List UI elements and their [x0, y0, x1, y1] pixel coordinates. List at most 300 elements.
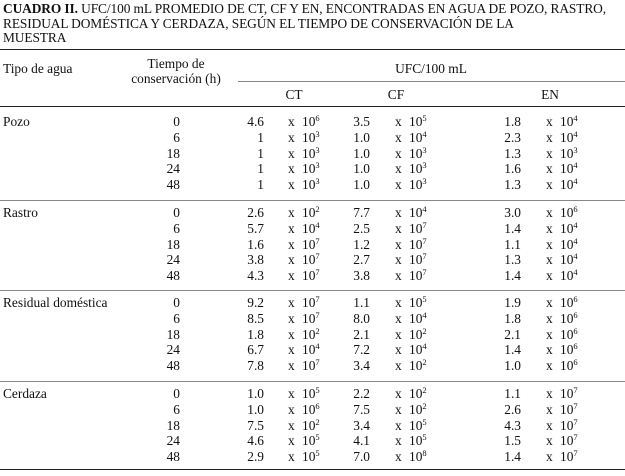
- ct-base: 10: [302, 268, 316, 284]
- cf-exponent: 3: [422, 176, 427, 187]
- en-power: [560, 206, 578, 221]
- header-ufc: UFC/100 mL: [395, 61, 467, 76]
- group-separator: [0, 200, 625, 201]
- en-exponent: 6: [573, 309, 578, 320]
- en-base: 10: [560, 449, 574, 465]
- cf-exponent: 5: [422, 294, 427, 304]
- time-value: 0: [173, 295, 180, 310]
- en-base: 10: [560, 177, 574, 193]
- caption-line-2: RESIDUAL DOMÉSTICA Y CERDAZA, SEGÚN EL TIEMPO DE CONSERVACIÓN DE LA: [3, 15, 514, 31]
- ct-exponent: 7: [315, 235, 320, 246]
- en-mantissa: 1.3: [504, 252, 521, 268]
- en-times-sign: x: [546, 177, 553, 193]
- cf-power: [409, 309, 427, 327]
- time-value: 18: [166, 326, 180, 342]
- cf-base: 10: [409, 326, 423, 342]
- ct-mantissa: 4.6: [247, 433, 264, 449]
- ct-power: [302, 309, 320, 327]
- en-base: 10: [560, 310, 574, 326]
- time-value: 48: [166, 358, 180, 374]
- cf-mantissa: 3.4: [353, 417, 370, 433]
- en-mantissa: 1.1: [504, 236, 521, 252]
- en-power: [560, 400, 578, 418]
- ct-times-sign: x: [288, 268, 295, 284]
- cf-mantissa: 1.0: [353, 161, 370, 177]
- ct-exponent: 3: [315, 128, 320, 139]
- caption-line-1: [3, 2, 621, 17]
- en-power: [560, 219, 578, 237]
- cf-mantissa: 7.5: [353, 401, 370, 417]
- ct-exponent: 2: [315, 204, 320, 214]
- cf-times-sign: x: [395, 433, 402, 449]
- en-exponent: 6: [573, 294, 578, 304]
- cf-power: [409, 359, 427, 374]
- en-times-sign: x: [546, 417, 553, 433]
- cf-exponent: 7: [422, 235, 427, 246]
- ct-exponent: 7: [315, 294, 320, 304]
- en-power: [560, 296, 578, 311]
- en-power: [560, 359, 578, 374]
- ct-mantissa: 4.6: [247, 114, 264, 129]
- cf-mantissa: 3.5: [353, 114, 370, 129]
- ct-exponent: 7: [315, 251, 320, 262]
- ct-times-sign: x: [288, 326, 295, 342]
- cf-exponent: 5: [422, 432, 427, 443]
- ufc-rule: [238, 81, 625, 82]
- time-value: 6: [173, 129, 180, 145]
- cf-power: [409, 219, 427, 237]
- cf-mantissa: 3.4: [353, 358, 370, 374]
- en-mantissa: 1.4: [504, 342, 521, 358]
- en-exponent: 4: [573, 219, 578, 230]
- en-mantissa: 1.4: [504, 449, 521, 465]
- ct-mantissa: 4.3: [247, 268, 264, 284]
- group-label: Pozo: [3, 114, 30, 129]
- en-mantissa: 1.5: [504, 433, 521, 449]
- en-times-sign: x: [546, 236, 553, 252]
- ct-base: 10: [302, 417, 316, 433]
- ct-base: 10: [302, 252, 316, 268]
- cf-mantissa: 7.0: [353, 449, 370, 465]
- cf-base: 10: [409, 177, 423, 193]
- group-label: Cerdaza: [3, 386, 47, 401]
- time-value: 0: [173, 205, 180, 220]
- cf-mantissa: 7.7: [353, 205, 370, 220]
- ct-base: 10: [302, 177, 316, 193]
- en-exponent: 7: [573, 416, 578, 427]
- en-times-sign: x: [546, 433, 553, 449]
- ct-mantissa: 2.9: [247, 449, 264, 465]
- cf-power: [409, 206, 427, 221]
- cf-times-sign: x: [395, 268, 402, 284]
- time-value: 18: [166, 236, 180, 252]
- ct-mantissa: 2.6: [247, 205, 264, 220]
- cf-mantissa: 1.1: [353, 295, 370, 310]
- ct-power: [302, 400, 320, 418]
- header-ct: CT: [285, 87, 303, 102]
- cf-times-sign: x: [395, 205, 402, 220]
- cf-exponent: 2: [422, 325, 427, 336]
- en-mantissa: 1.6: [504, 161, 521, 177]
- ct-base: 10: [302, 358, 316, 374]
- en-exponent: 7: [573, 432, 578, 443]
- cf-exponent: 3: [422, 144, 427, 155]
- ct-times-sign: x: [288, 449, 295, 465]
- time-value: 18: [166, 145, 180, 161]
- ct-base: 10: [302, 433, 316, 449]
- en-times-sign: x: [546, 161, 553, 177]
- ct-power: [302, 178, 320, 193]
- cf-exponent: 4: [422, 128, 427, 139]
- ct-mantissa: 1.6: [247, 236, 264, 252]
- ct-mantissa: 1: [257, 177, 264, 193]
- ct-exponent: 3: [315, 160, 320, 171]
- ct-times-sign: x: [288, 145, 295, 161]
- ct-base: 10: [302, 236, 316, 252]
- cf-mantissa: 2.2: [353, 386, 370, 401]
- time-value: 6: [173, 220, 180, 236]
- ct-exponent: 7: [315, 357, 320, 368]
- cf-exponent: 4: [422, 341, 427, 352]
- header-rule: [0, 106, 625, 107]
- cf-base: 10: [409, 114, 423, 129]
- ct-times-sign: x: [288, 386, 295, 401]
- cf-exponent: 8: [422, 448, 427, 459]
- cf-base: 10: [409, 145, 423, 161]
- cf-times-sign: x: [395, 358, 402, 374]
- cf-mantissa: 8.0: [353, 310, 370, 326]
- cf-times-sign: x: [395, 220, 402, 236]
- en-mantissa: 1.1: [504, 386, 521, 401]
- cf-power: [409, 269, 427, 284]
- en-exponent: 6: [573, 341, 578, 352]
- en-base: 10: [560, 129, 574, 145]
- en-times-sign: x: [546, 386, 553, 401]
- ct-times-sign: x: [288, 295, 295, 310]
- cf-power: [409, 450, 427, 465]
- en-mantissa: 1.9: [504, 295, 521, 310]
- cf-base: 10: [409, 433, 423, 449]
- ct-power: [302, 296, 320, 311]
- en-mantissa: 2.1: [504, 326, 521, 342]
- group-label: Rastro: [3, 205, 38, 220]
- ct-exponent: 3: [315, 176, 320, 187]
- en-base: 10: [560, 236, 574, 252]
- ct-exponent: 6: [315, 113, 320, 123]
- cf-mantissa: 1.0: [353, 129, 370, 145]
- cf-times-sign: x: [395, 236, 402, 252]
- en-power: [560, 450, 578, 465]
- en-mantissa: 3.0: [504, 205, 521, 220]
- cf-mantissa: 1.0: [353, 145, 370, 161]
- caption-title-1: UFC/100 mL PROMEDIO DE CT, CF Y EN, ENCONTRADAS EN AGUA DE POZO, RASTRO,: [81, 1, 607, 16]
- ct-times-sign: x: [288, 401, 295, 417]
- en-times-sign: x: [546, 326, 553, 342]
- header-tipo: Tipo de agua: [3, 61, 73, 76]
- ct-base: 10: [302, 161, 316, 177]
- cf-base: 10: [409, 342, 423, 358]
- ct-exponent: 6: [315, 400, 320, 411]
- cf-base: 10: [409, 295, 423, 310]
- en-exponent: 7: [573, 448, 578, 459]
- ct-times-sign: x: [288, 252, 295, 268]
- ct-power: [302, 359, 320, 374]
- en-power: [560, 115, 578, 130]
- cf-times-sign: x: [395, 177, 402, 193]
- time-value: 6: [173, 310, 180, 326]
- en-base: 10: [560, 417, 574, 433]
- header-tiempo-2: conservación (h): [131, 71, 221, 86]
- cf-times-sign: x: [395, 161, 402, 177]
- cf-power: [409, 400, 427, 418]
- ct-base: 10: [302, 401, 316, 417]
- time-value: 24: [166, 433, 180, 449]
- ct-power: [302, 450, 320, 465]
- cf-times-sign: x: [395, 252, 402, 268]
- en-exponent: 4: [573, 128, 578, 139]
- cf-power: [409, 115, 427, 130]
- cf-exponent: 4: [422, 204, 427, 214]
- en-base: 10: [560, 401, 574, 417]
- cf-times-sign: x: [395, 145, 402, 161]
- en-times-sign: x: [546, 268, 553, 284]
- ct-base: 10: [302, 129, 316, 145]
- ct-mantissa: 7.8: [247, 358, 264, 374]
- en-exponent: 7: [573, 400, 578, 411]
- en-times-sign: x: [546, 310, 553, 326]
- caption-line-3: MUESTRA: [3, 30, 67, 45]
- cf-base: 10: [409, 417, 423, 433]
- time-value: 24: [166, 252, 180, 268]
- cf-power: [409, 296, 427, 311]
- en-exponent: 4: [573, 251, 578, 262]
- en-exponent: 4: [573, 176, 578, 187]
- en-power: [560, 309, 578, 327]
- ct-power: [302, 115, 320, 130]
- ct-mantissa: 1: [257, 161, 264, 177]
- en-times-sign: x: [546, 145, 553, 161]
- en-times-sign: x: [546, 220, 553, 236]
- en-exponent: 4: [573, 160, 578, 171]
- cf-mantissa: 1.2: [353, 236, 370, 252]
- ct-times-sign: x: [288, 358, 295, 374]
- en-base: 10: [560, 326, 574, 342]
- ct-exponent: 5: [315, 448, 320, 459]
- en-times-sign: x: [546, 252, 553, 268]
- bottom-rule: [0, 469, 625, 470]
- en-mantissa: 2.6: [504, 401, 521, 417]
- en-exponent: 4: [573, 267, 578, 278]
- en-times-sign: x: [546, 401, 553, 417]
- cf-exponent: 5: [422, 416, 427, 427]
- ct-times-sign: x: [288, 433, 295, 449]
- cf-base: 10: [409, 310, 423, 326]
- ct-times-sign: x: [288, 342, 295, 358]
- cf-base: 10: [409, 401, 423, 417]
- en-base: 10: [560, 252, 574, 268]
- ct-power: [302, 128, 320, 146]
- time-value: 48: [166, 177, 180, 193]
- en-power: [560, 387, 578, 402]
- ct-power: [302, 387, 320, 402]
- en-mantissa: 1.0: [504, 358, 521, 374]
- en-times-sign: x: [546, 205, 553, 220]
- time-value: 48: [166, 268, 180, 284]
- ct-mantissa: 5.7: [247, 220, 264, 236]
- en-times-sign: x: [546, 114, 553, 129]
- group-separator: [0, 290, 625, 291]
- ct-base: 10: [302, 342, 316, 358]
- ct-exponent: 4: [315, 341, 320, 352]
- cf-base: 10: [409, 449, 423, 465]
- ct-times-sign: x: [288, 220, 295, 236]
- en-mantissa: 4.3: [504, 417, 521, 433]
- en-mantissa: 1.3: [504, 177, 521, 193]
- cf-times-sign: x: [395, 386, 402, 401]
- ct-times-sign: x: [288, 205, 295, 220]
- ct-times-sign: x: [288, 236, 295, 252]
- time-value: 0: [173, 114, 180, 129]
- ct-times-sign: x: [288, 417, 295, 433]
- en-exponent: 4: [573, 235, 578, 246]
- header-tiempo-1: Tiempo de: [147, 56, 205, 71]
- cf-exponent: 7: [422, 267, 427, 278]
- ct-base: 10: [302, 205, 316, 220]
- cf-base: 10: [409, 386, 423, 401]
- header-cf: CF: [387, 87, 405, 102]
- ct-mantissa: 6.7: [247, 342, 264, 358]
- cf-times-sign: x: [395, 401, 402, 417]
- cf-mantissa: 1.0: [353, 177, 370, 193]
- cf-exponent: 2: [422, 357, 427, 368]
- cf-base: 10: [409, 268, 423, 284]
- group-separator: [0, 381, 625, 382]
- group-label: Residual doméstica: [3, 295, 108, 310]
- ct-times-sign: x: [288, 129, 295, 145]
- ct-mantissa: 1.0: [247, 386, 264, 401]
- en-times-sign: x: [546, 358, 553, 374]
- en-mantissa: 1.8: [504, 114, 521, 129]
- ct-base: 10: [302, 449, 316, 465]
- cf-power: [409, 178, 427, 193]
- ct-mantissa: 8.5: [247, 310, 264, 326]
- ct-base: 10: [302, 145, 316, 161]
- cf-base: 10: [409, 129, 423, 145]
- cf-power: [409, 128, 427, 146]
- ct-exponent: 2: [315, 325, 320, 336]
- en-base: 10: [560, 358, 574, 374]
- ct-times-sign: x: [288, 114, 295, 129]
- ct-exponent: 5: [315, 432, 320, 443]
- en-mantissa: 2.3: [504, 129, 521, 145]
- cf-exponent: 5: [422, 113, 427, 123]
- en-power: [560, 128, 578, 146]
- ct-times-sign: x: [288, 310, 295, 326]
- ct-mantissa: 9.2: [247, 295, 264, 310]
- en-exponent: 6: [573, 357, 578, 368]
- ct-power: [302, 219, 320, 237]
- cf-times-sign: x: [395, 295, 402, 310]
- time-value: 0: [173, 386, 180, 401]
- cf-times-sign: x: [395, 449, 402, 465]
- en-mantissa: 1.8: [504, 310, 521, 326]
- ct-mantissa: 1.8: [247, 326, 264, 342]
- en-times-sign: x: [546, 449, 553, 465]
- cf-mantissa: 7.2: [353, 342, 370, 358]
- en-times-sign: x: [546, 342, 553, 358]
- cf-times-sign: x: [395, 342, 402, 358]
- cf-exponent: 3: [422, 160, 427, 171]
- ct-exponent: 3: [315, 144, 320, 155]
- ct-base: 10: [302, 310, 316, 326]
- cf-base: 10: [409, 220, 423, 236]
- cf-power: [409, 387, 427, 402]
- cf-base: 10: [409, 161, 423, 177]
- cf-mantissa: 2.7: [353, 252, 370, 268]
- ct-exponent: 7: [315, 267, 320, 278]
- table-caption: [3, 2, 621, 46]
- top-rule: [0, 49, 625, 50]
- en-mantissa: 1.3: [504, 145, 521, 161]
- time-value: 18: [166, 417, 180, 433]
- cf-base: 10: [409, 252, 423, 268]
- ct-mantissa: 7.5: [247, 417, 264, 433]
- cf-base: 10: [409, 358, 423, 374]
- en-base: 10: [560, 295, 574, 310]
- ct-exponent: 4: [315, 219, 320, 230]
- ct-mantissa: 1: [257, 145, 264, 161]
- cf-mantissa: 4.1: [353, 433, 370, 449]
- en-base: 10: [560, 342, 574, 358]
- ct-mantissa: 1: [257, 129, 264, 145]
- en-times-sign: x: [546, 129, 553, 145]
- ct-times-sign: x: [288, 177, 295, 193]
- ct-base: 10: [302, 386, 316, 401]
- en-base: 10: [560, 386, 574, 401]
- en-base: 10: [560, 433, 574, 449]
- en-base: 10: [560, 114, 574, 129]
- cf-times-sign: x: [395, 129, 402, 145]
- en-mantissa: 1.4: [504, 220, 521, 236]
- en-times-sign: x: [546, 295, 553, 310]
- time-value: 24: [166, 161, 180, 177]
- en-exponent: 7: [573, 385, 578, 395]
- cf-base: 10: [409, 205, 423, 220]
- ct-base: 10: [302, 114, 316, 129]
- en-exponent: 3: [573, 144, 578, 155]
- ct-exponent: 7: [315, 309, 320, 320]
- ct-mantissa: 1.0: [247, 401, 264, 417]
- en-base: 10: [560, 268, 574, 284]
- ct-times-sign: x: [288, 161, 295, 177]
- en-exponent: 6: [573, 204, 578, 214]
- en-exponent: 4: [573, 113, 578, 123]
- en-power: [560, 269, 578, 284]
- en-base: 10: [560, 220, 574, 236]
- ct-exponent: 2: [315, 416, 320, 427]
- ct-base: 10: [302, 295, 316, 310]
- ct-mantissa: 3.8: [247, 252, 264, 268]
- header-en: EN: [541, 87, 559, 102]
- cf-times-sign: x: [395, 114, 402, 129]
- en-base: 10: [560, 205, 574, 220]
- cf-mantissa: 2.5: [353, 220, 370, 236]
- ct-base: 10: [302, 220, 316, 236]
- ct-exponent: 5: [315, 385, 320, 395]
- en-exponent: 6: [573, 325, 578, 336]
- en-power: [560, 178, 578, 193]
- time-value: 24: [166, 342, 180, 358]
